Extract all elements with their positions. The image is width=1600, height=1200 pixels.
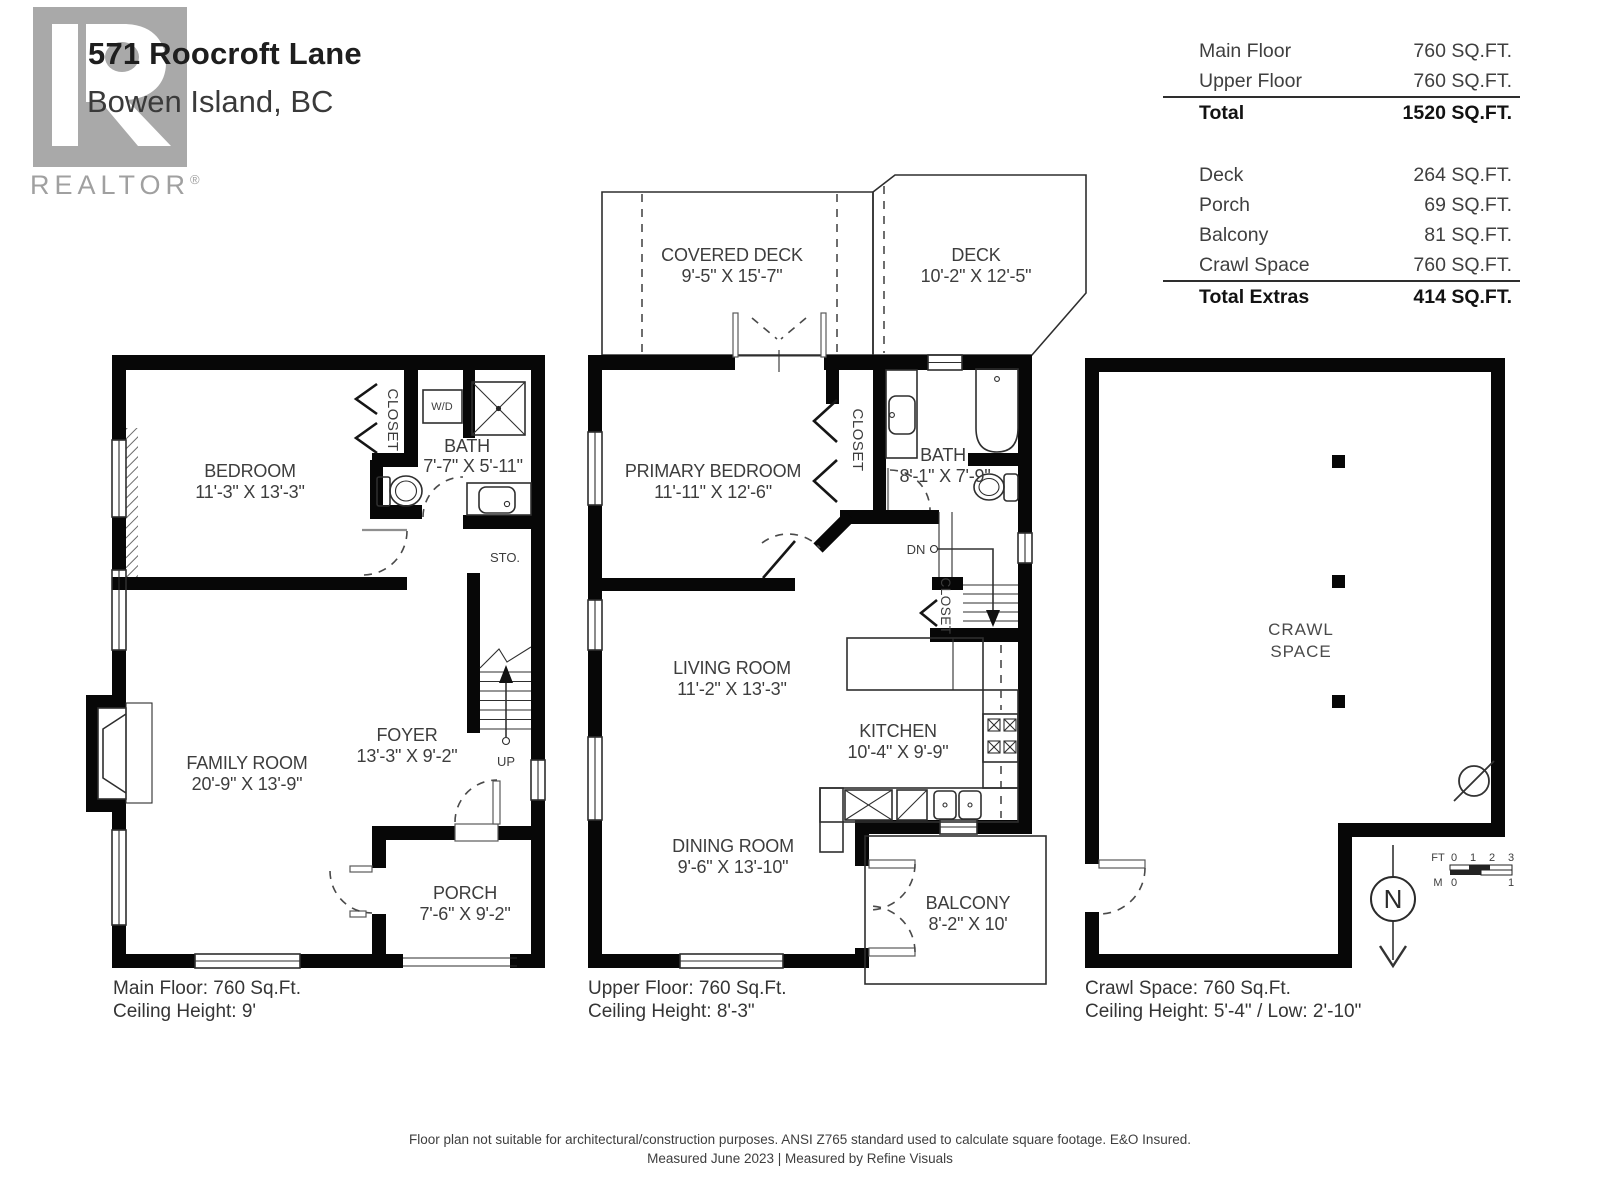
row-label: Total Extras — [1199, 285, 1310, 308]
disclaimer-line1: Floor plan not suitable for architectural/construction purposes. ANSI Z765 standard used to calculate square footage. E&O Insured. — [409, 1132, 1191, 1147]
address-line1: 571 Roocroft Lane — [88, 36, 362, 71]
registered-symbol: ® — [190, 172, 200, 187]
closet-label: CLOSET — [384, 388, 401, 452]
table-row — [1163, 190, 1520, 220]
scale-ft-label: FT — [1431, 852, 1445, 864]
dining-room-label: DINING ROOM — [672, 836, 794, 856]
bedroom-dims: 11'-3" X 13'-3" — [195, 482, 305, 502]
porch-door — [455, 824, 498, 841]
closet-bifold-doors — [356, 384, 377, 453]
table-row — [1163, 66, 1520, 96]
table-row — [1163, 250, 1520, 280]
scale-tick: 0 — [1450, 877, 1458, 889]
north-arrow — [1371, 845, 1415, 966]
row-value: 760 SQ.FT. — [1413, 39, 1512, 62]
kitchen-label: KITCHEN — [859, 721, 937, 741]
upper-closet1-label: CLOSET — [849, 408, 866, 472]
post — [1332, 575, 1345, 588]
toilet-main — [377, 476, 422, 506]
row-value: 760 SQ.FT. — [1413, 253, 1512, 276]
crawl-space-footer — [1085, 977, 1361, 1023]
crawl-space-label1: CRAWL — [1268, 620, 1334, 639]
row-label: Porch — [1199, 193, 1250, 216]
scale-tick: 1 — [1507, 877, 1515, 889]
hatched-wall-strip — [126, 428, 138, 588]
living-room-dims: 11'-2" X 13'-3" — [677, 679, 787, 699]
address-line2: Bowen Island, BC — [87, 84, 334, 119]
cooktop — [983, 714, 1018, 762]
bay-window — [86, 695, 152, 812]
upper-floor-plan — [588, 175, 1086, 984]
dishwasher — [897, 790, 927, 820]
wd-label: W/D — [431, 401, 453, 413]
scale-tick: 1 — [1469, 852, 1477, 864]
primary-bedroom-door — [762, 534, 820, 578]
void-symbol — [1454, 761, 1494, 801]
upper-closet2-label: CLOSET — [938, 577, 953, 635]
row-label: Crawl Space — [1199, 253, 1310, 276]
scale-tick: 2 — [1488, 852, 1496, 864]
realtor-wordmark-text: REALTOR — [30, 170, 191, 200]
french-doors-deck — [733, 313, 826, 372]
table-row — [1163, 36, 1520, 66]
double-sink — [934, 791, 981, 819]
row-label: Upper Floor — [1199, 69, 1302, 92]
sink-main-bath — [467, 483, 531, 515]
bedroom-label: BEDROOM — [204, 461, 296, 481]
balcony-dims: 8'-2" X 10' — [928, 914, 1008, 934]
kitchen-dims: 10'-4" X 9'-9" — [847, 742, 949, 762]
crawl-space-area-note: Crawl Space: 760 Sq.Ft. — [1085, 978, 1291, 999]
row-value: 414 SQ.FT. — [1413, 285, 1512, 308]
table-row-total-extras — [1163, 280, 1520, 312]
stairs-up — [480, 647, 531, 769]
crawl-door-gap — [1084, 864, 1100, 912]
table-row — [1163, 160, 1520, 190]
deck-outline — [873, 175, 1086, 355]
scale-tick: 3 — [1507, 852, 1515, 864]
post — [1332, 455, 1345, 468]
row-label: Main Floor — [1199, 39, 1292, 62]
table-row-total — [1163, 96, 1520, 128]
upper-floor-ceiling-note: Ceiling Height: 8'-3" — [588, 1001, 755, 1022]
row-value: 69 SQ.FT. — [1424, 193, 1512, 216]
stairs-down — [907, 512, 1018, 627]
dn-label: DN — [906, 542, 926, 557]
covered-deck-dims: 9'-5" X 15'-7" — [681, 266, 783, 286]
upper-floor-area-note: Upper Floor: 760 Sq.Ft. — [588, 978, 787, 999]
main-floor-footer — [113, 977, 301, 1023]
primary-closet-doors — [814, 400, 837, 502]
row-label: Total — [1199, 101, 1245, 124]
area-table — [1163, 36, 1520, 312]
family-room-dims: 20'-9" X 13'-9" — [191, 774, 303, 794]
crawl-space-label2: SPACE — [1270, 642, 1332, 661]
scale-bar — [1431, 852, 1514, 889]
balcony-label: BALCONY — [925, 893, 1011, 913]
post — [1332, 695, 1345, 708]
primary-bedroom-label: PRIMARY BEDROOM — [624, 461, 802, 481]
up-label: UP — [496, 754, 516, 769]
scale-m-label: M — [1433, 877, 1443, 889]
row-label: Balcony — [1199, 223, 1269, 246]
range — [845, 790, 892, 820]
foyer-label: FOYER — [376, 725, 438, 745]
porch-dims: 7'-6" X 9'-2" — [419, 904, 511, 924]
covered-deck-label: COVERED DECK — [661, 245, 803, 265]
scale-tick: 0 — [1450, 852, 1458, 864]
row-value: 760 SQ.FT. — [1413, 69, 1512, 92]
upper-bath-label: BATH — [920, 445, 966, 465]
main-floor-ceiling-note: Ceiling Height: 9' — [113, 1001, 257, 1022]
dining-room-dims: 9'-6" X 13'-10" — [677, 857, 789, 877]
porch-label: PORCH — [432, 883, 498, 903]
dn-arrow — [986, 610, 1000, 627]
disclaimer-line2: Measured June 2023 | Measured by Refine Visuals — [647, 1151, 953, 1166]
table-row — [1163, 220, 1520, 250]
main-floor-plan — [86, 355, 545, 968]
foyer-dims: 13'-3" X 9'-2" — [356, 746, 458, 766]
storage-label: STO. — [489, 550, 521, 565]
upper-floor-footer — [588, 977, 787, 1023]
family-porch-door-swing — [330, 871, 372, 913]
upper-bath-dims: 8'-1" X 7'-9" — [899, 466, 991, 486]
row-value: 264 SQ.FT. — [1413, 163, 1512, 186]
table-spacer — [1163, 128, 1520, 160]
primary-bedroom-dims: 11'-11" X 12'-6" — [654, 482, 772, 502]
crawl-space-ceiling-note: Ceiling Height: 5'-4" / Low: 2'-10" — [1085, 1001, 1362, 1022]
deck-dims: 10'-2" X 12'-5" — [920, 266, 1032, 286]
main-floor-area-note: Main Floor: 760 Sq.Ft. — [113, 978, 301, 999]
row-value: 81 SQ.FT. — [1424, 223, 1512, 246]
row-value: 1520 SQ.FT. — [1402, 101, 1512, 124]
bath-dims: 7'-7" X 5'-11" — [423, 456, 523, 476]
bath-label: BATH — [444, 436, 490, 456]
crawl-door-leaf — [1099, 860, 1145, 868]
family-room-label: FAMILY ROOM — [186, 753, 308, 773]
north-letter: N — [1383, 884, 1403, 914]
realtor-wordmark — [30, 170, 200, 201]
washer-dryer — [423, 390, 462, 423]
row-label: Deck — [1199, 163, 1244, 186]
deck-label: DECK — [951, 245, 1001, 265]
living-room-label: LIVING ROOM — [673, 658, 791, 678]
upper-bath-fixtures — [886, 369, 1018, 510]
disclaimer — [0, 1130, 1600, 1168]
up-arrow — [499, 665, 513, 683]
shower — [472, 382, 525, 435]
